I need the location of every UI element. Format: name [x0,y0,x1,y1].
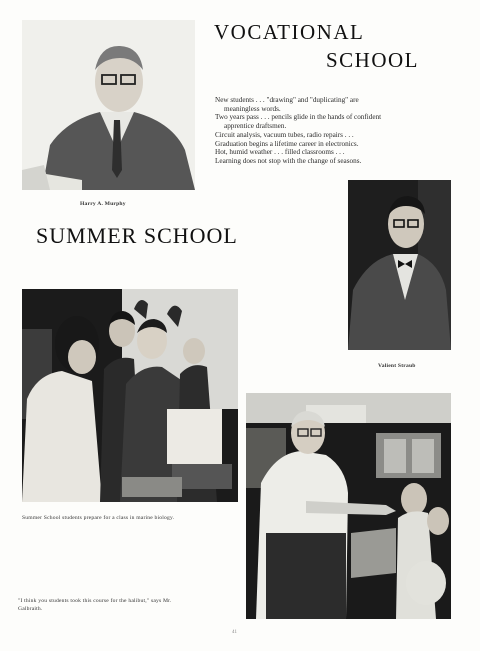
text-line: Graduation begins a lifetime career in electronics. [215,139,359,148]
caption-teacher-line1: "I think you students took this course for the halibut," says Mr. [18,598,172,604]
text-line: meaningless words. [224,104,281,113]
photo-valient-straub [348,180,451,350]
title-summer-school: SUMMER SCHOOL [36,223,238,248]
text-line: New students . . . "drawing" and "duplicating" are [215,96,359,104]
caption-valient-straub: Valient Straub [378,363,416,369]
caption-harry-murphy: Harry A. Murphy [80,201,126,207]
text-line: apprentice draftsmen. [224,122,287,131]
photo-harry-murphy [22,20,195,190]
text-line: Learning does not stop with the change of seasons. [215,156,362,165]
text-line: Hot, humid weather . . . filled classrooms . . . [215,148,345,157]
text-line: Circuit analysis, vacuum tubes, radio repairs . . . [215,130,354,139]
vocational-text [215,96,381,166]
text-line: Two years pass . . . pencils glide in the hands of confident [215,113,382,122]
caption-teacher-line2: Galbraith. [18,606,43,612]
title-vocational: VOCATIONAL [214,20,365,44]
title-school: SCHOOL [326,48,420,72]
photo-teacher-halibut [246,393,451,619]
page-number: 41 [232,630,237,635]
photo-summer-students [22,289,238,502]
caption-summer-students: Summer School students prepare for a class in marine biology. [22,515,175,521]
